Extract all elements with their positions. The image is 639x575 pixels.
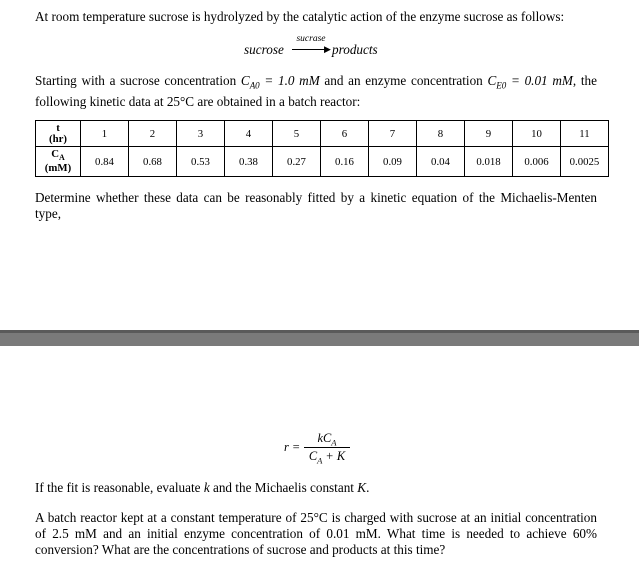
table-cell: 8 [417,121,465,147]
page-separator-shadow [0,330,639,333]
arrow-line [292,49,326,50]
kinetic-data-table [35,120,609,177]
ce0-symbol: C [487,73,497,88]
time-row [36,121,609,147]
table-cell: 0.16 [321,147,369,177]
equation-lhs: r = [284,440,301,454]
reaction-catalyst: sucrase [296,34,326,44]
reaction-product: products [332,42,378,57]
table-cell: 0.38 [225,147,273,177]
batch-reactor-question: A batch reactor kept at a constant temperature of 25°C is charged with sucrose at an initial concentration of 2.5 mM and an initial enzyme concentration of 0.01 mM. What time is needed to achieve 60% conversion? What are the concentrations of sucrose and products at this time? [35,510,597,557]
table-cell: 0.04 [417,147,465,177]
equation-denominator: $C_A + K$ [308,449,346,466]
equation-numerator: $kC_A$ [317,431,337,448]
table-cell: 5 [273,121,321,147]
table-cell: 0.68 [129,147,177,177]
concentration-row [36,147,609,177]
fraction-bar [304,447,350,448]
arrow-head-icon: ▶ [324,44,331,54]
time-header: t (hr) [36,121,81,147]
table-cell: 3 [177,121,225,147]
table-cell: 9 [465,121,513,147]
table-cell: 0.84 [81,147,129,177]
fit-question-text: Determine whether these data can be reasonably fitted by a kinetic equation of the Michaelis-Menten type, [35,190,597,221]
reaction-reactant: sucrose [244,42,284,57]
table-cell: 4 [225,121,273,147]
table-cell: 0.006 [513,147,561,177]
table-cell: 10 [513,121,561,147]
intro-text: At room temperature sucrose is hydrolyzed by the catalytic action of the enzyme sucrose as follows: [35,9,565,24]
table-cell: 1 [81,121,129,147]
table-cell: 0.09 [369,147,417,177]
table-cell: 0.53 [177,147,225,177]
concentration-header: $C_A$ (mM) [36,147,81,177]
ca0-symbol: C [240,73,250,88]
conditions-text: Starting with a sucrose concentration $C_{A0} = 1.0$ mM and an enzyme concentration $C_{E0} = 0.01$ mM, the following kinetic data at 25°C are obtained in a batch reactor: [35,73,597,109]
table-cell: 11 [561,121,609,147]
evaluate-text: If the fit is reasonable, evaluate k and the Michaelis constant K. [35,480,370,495]
table-cell: 7 [369,121,417,147]
table-cell: 6 [321,121,369,147]
michaelis-menten-equation [284,430,364,468]
reaction-arrow [291,36,331,60]
table-cell: 0.018 [465,147,513,177]
table-cell: 0.27 [273,147,321,177]
table-cell: 0.0025 [561,147,609,177]
table-cell: 2 [129,121,177,147]
